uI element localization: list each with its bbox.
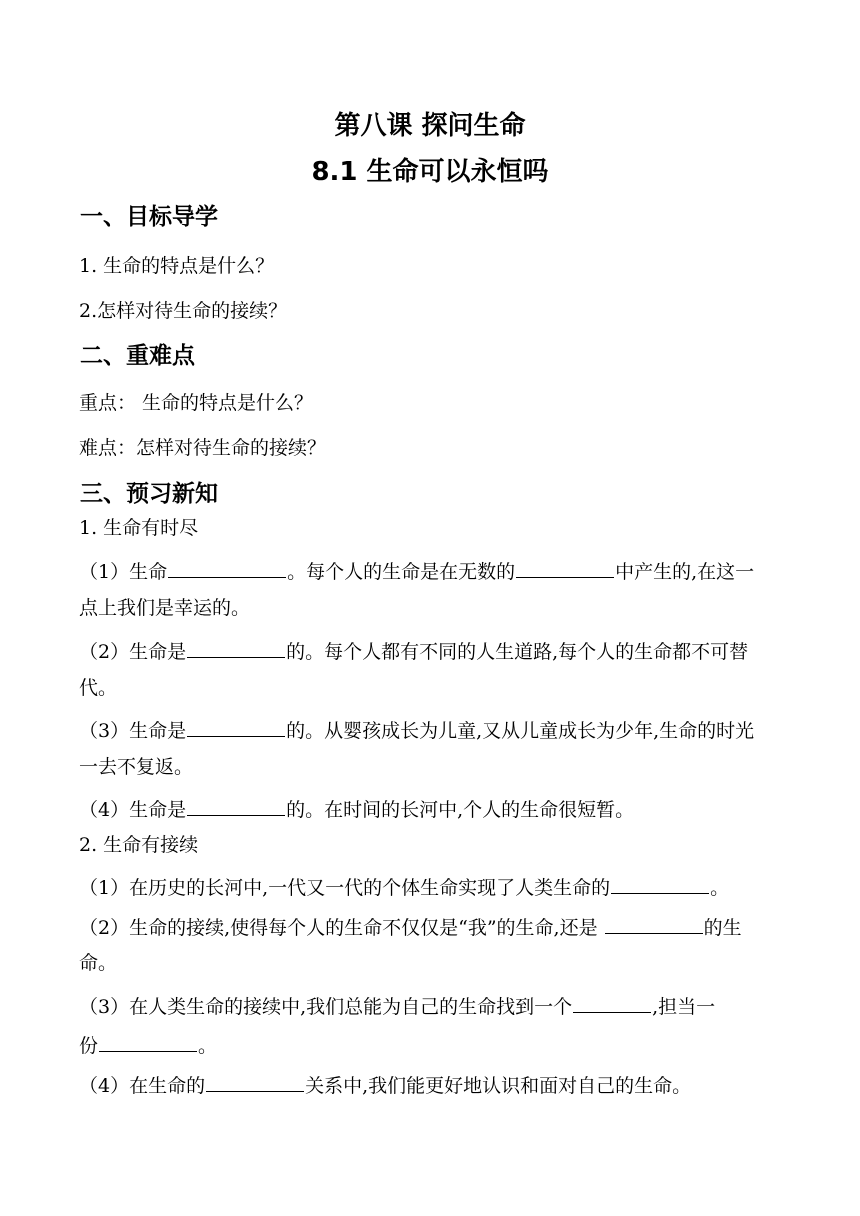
part2-title: 2. 生命有接续 bbox=[79, 834, 199, 856]
part2-item-1 bbox=[79, 871, 729, 901]
item-text: 关系中,我们能更好地认识和面对自己的生命。 bbox=[305, 1075, 692, 1097]
part1-title: 1. 生命有时尽 bbox=[79, 517, 199, 539]
item-text: 。 bbox=[710, 877, 730, 899]
item-text: 的。在时间的长河中,个人的生命很短暂。 bbox=[286, 799, 635, 821]
part1-item-2 bbox=[79, 635, 748, 665]
fill-blank[interactable] bbox=[611, 871, 709, 894]
part1-item-3 bbox=[79, 714, 754, 744]
part2-item-2-cont: 命。 bbox=[79, 952, 118, 974]
lesson-subtitle: 8.1 生命可以永恒吗 bbox=[311, 157, 549, 187]
fill-blank[interactable] bbox=[605, 911, 703, 934]
item-text: ,担当一 bbox=[652, 996, 716, 1018]
item-text: （3）生命是 bbox=[79, 720, 187, 742]
part2-item-2 bbox=[79, 911, 742, 941]
item-text: 的。每个人都有不同的人生道路,每个人的生命都不可替 bbox=[286, 641, 749, 663]
part1-item-3-cont: 一去不复返。 bbox=[79, 756, 194, 778]
fill-blank[interactable] bbox=[168, 555, 286, 578]
item-text: 的生 bbox=[703, 917, 742, 939]
item-text: 的。从婴孩成长为儿童,又从儿童成长为少年,生命的时光 bbox=[286, 720, 755, 742]
fill-blank[interactable] bbox=[516, 555, 614, 578]
item-text: （2）生命的接续,使得每个人的生命不仅仅是“我”的生命,还是 bbox=[79, 917, 604, 939]
item-text: 。 bbox=[198, 1035, 218, 1057]
part1-item-2-cont: 代。 bbox=[79, 677, 118, 699]
fill-blank[interactable] bbox=[99, 1029, 197, 1052]
item-text: （4）在生命的 bbox=[79, 1075, 206, 1097]
part1-item-1 bbox=[79, 555, 754, 585]
item-text: 份 bbox=[79, 1035, 99, 1057]
section-heading-goals: 一、目标导学 bbox=[80, 204, 218, 230]
section-heading-key-points: 二、重难点 bbox=[80, 343, 195, 369]
item-text: 中产生的,在这一 bbox=[615, 561, 755, 583]
item-text: （3）在人类生命的接续中,我们总能为自己的生命找到一个 bbox=[79, 996, 573, 1018]
fill-blank[interactable] bbox=[573, 990, 651, 1013]
fill-blank[interactable] bbox=[187, 714, 285, 737]
section-heading-preview: 三、预习新知 bbox=[80, 481, 218, 507]
part1-item-4 bbox=[79, 793, 634, 823]
item-text: （1）在历史的长河中,一代又一代的个体生命实现了人类生命的 bbox=[79, 877, 611, 899]
item-text: （1）生命 bbox=[79, 561, 168, 583]
part2-item-3 bbox=[79, 990, 715, 1020]
fill-blank[interactable] bbox=[187, 793, 285, 816]
item-text: （4）生命是 bbox=[79, 799, 187, 821]
fill-blank[interactable] bbox=[206, 1069, 304, 1092]
difficult-point: 难点：怎样对待生命的接续？ bbox=[79, 437, 327, 459]
part2-item-3-cont bbox=[79, 1029, 217, 1059]
fill-blank[interactable] bbox=[187, 635, 285, 658]
goal-question-2: 2.怎样对待生命的接续？ bbox=[79, 300, 288, 322]
item-text: 。每个人的生命是在无数的 bbox=[287, 561, 516, 583]
part1-item-1-cont: 点上我们是幸运的。 bbox=[79, 597, 251, 619]
lesson-title: 第八课 探问生命 bbox=[334, 111, 526, 141]
part2-item-4 bbox=[79, 1069, 691, 1099]
key-point: 重点： 生命的特点是什么？ bbox=[79, 392, 314, 414]
goal-question-1: 1. 生命的特点是什么？ bbox=[79, 255, 275, 277]
item-text: （2）生命是 bbox=[79, 641, 187, 663]
